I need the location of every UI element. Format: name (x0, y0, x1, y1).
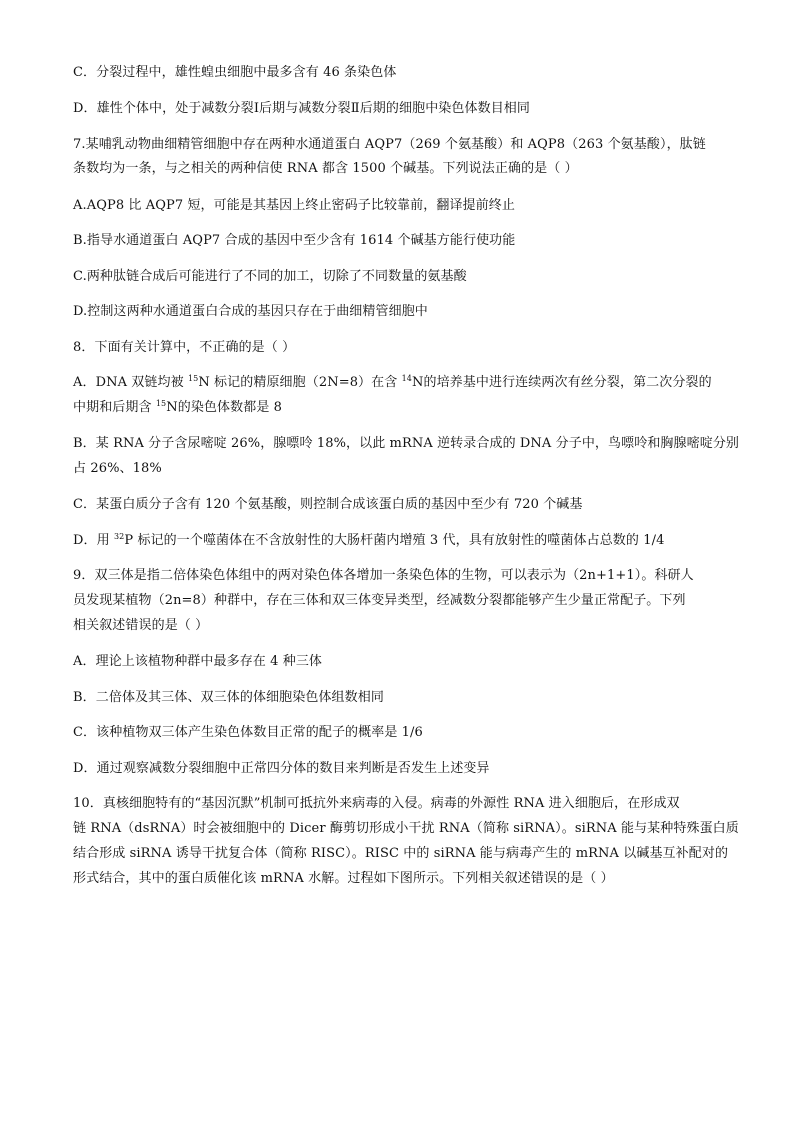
q7-stem-line-2: 条数均为一条，与之相关的两种信使 RNA 都含 1500 个碱基。下列说法正确的是（ ） (73, 161, 578, 176)
q8-option-a-line-2: 中期和后期含 $^{15}$N的染色体数都是 8 (73, 399, 283, 415)
q9-stem-line-2: 员发现某植物（2n=8）种群中，存在三体和双三体变异类型，经减数分裂都能够产生少量正常配子。下列 (73, 593, 686, 608)
q7-option-d: D.控制这两种水通道蛋白合成的基因只存在于曲细精管细胞中 (73, 304, 428, 319)
q9-option-c: C．该种植物双三体产生染色体数目正常的配子的概率是 1/6 (73, 725, 423, 740)
q8-option-c: C．某蛋白质分子含有 120 个氨基酸，则控制合成该蛋白质的基因中至少有 720 个碱基 (73, 497, 583, 512)
q8-stem: 8．下面有关计算中，不正确的是（ ） (73, 340, 296, 355)
q7-option-a: A.AQP8 比 AQP7 短，可能是其基因上终止密码子比较靠前，翻译提前终止 (73, 198, 515, 213)
q9-option-a: A．理论上该植物种群中最多存在 4 种三体 (73, 654, 323, 669)
q9-stem-line-3: 相关叙述错误的是（ ） (73, 618, 209, 633)
q10-stem-line-3: 结合形成 siRNA 诱导干扰复合体（简称 RISC）。RISC 中的 siRNA 能与病毒产生的 mRNA 以碱基互补配对的 (73, 846, 729, 861)
q10-stem-line-1: 10．真核细胞特有的“基因沉默”机制可抵抗外来病毒的入侵。病毒的外源性 RNA 进入细胞后，在形成双 (73, 796, 680, 811)
q8-option-b-line-2: 占 26%、18% (73, 461, 162, 476)
q7-option-b: B.指导水通道蛋白 AQP7 合成的基因中至少含有 1614 个碱基方能行使功能 (73, 233, 516, 248)
q6-option-d: D．雄性个体中，处于减数分裂Ⅰ后期与减数分裂Ⅱ后期的细胞中染色体数目相同 (73, 101, 530, 116)
q9-stem-line-1: 9．双三体是指二倍体染色体组中的两对染色体各增加一条染色体的生物，可以表示为（2n+1+1）。科研人 (73, 568, 694, 583)
q8-option-a-line-1: A．DNA 双链均被 $^{15}$N 标记的精原细胞（2N=8）在含 $^{14}$N的培养基中进行连续两次有丝分裂，第二次分裂的 (73, 374, 712, 390)
q9-option-d: D．通过观察减数分裂细胞中正常四分体的数目来判断是否发生上述变异 (73, 761, 490, 776)
q7-stem-line-1: 7.某哺乳动物曲细精管细胞中存在两种水通道蛋白 AQP7（269 个氨基酸）和 AQP8（263 个氨基酸），肽链 (73, 137, 706, 152)
q6-option-c: C．分裂过程中，雄性蝗虫细胞中最多含有 46 条染色体 (73, 65, 397, 80)
q10-stem-line-4: 形式结合，其中的蛋白质催化该 mRNA 水解。过程如下图所示。下列相关叙述错误的是（ ） (73, 871, 614, 886)
q8-option-d: D．用 $^{32}$P 标记的一个噬菌体在不含放射性的大肠杆菌内增殖 3 代，具有放射性的噬菌体占总数的 1/4 (73, 532, 665, 548)
q10-stem-line-2: 链 RNA（dsRNA）时会被细胞中的 Dicer 酶剪切形成小干扰 RNA（简称 siRNA）。siRNA 能与某种特殊蛋白质 (73, 821, 739, 836)
q7-option-c: C.两种肽链合成后可能进行了不同的加工，切除了不同数量的氨基酸 (73, 269, 467, 284)
q8-option-b-line-1: B．某 RNA 分子含尿嘧啶 26%，腺嘌呤 18%，以此 mRNA 逆转录合成的 DNA 分子中，鸟嘌呤和胸腺嘧啶分别 (73, 436, 740, 451)
q9-option-b: B．二倍体及其三体、双三体的体细胞染色体组数相同 (73, 690, 384, 705)
